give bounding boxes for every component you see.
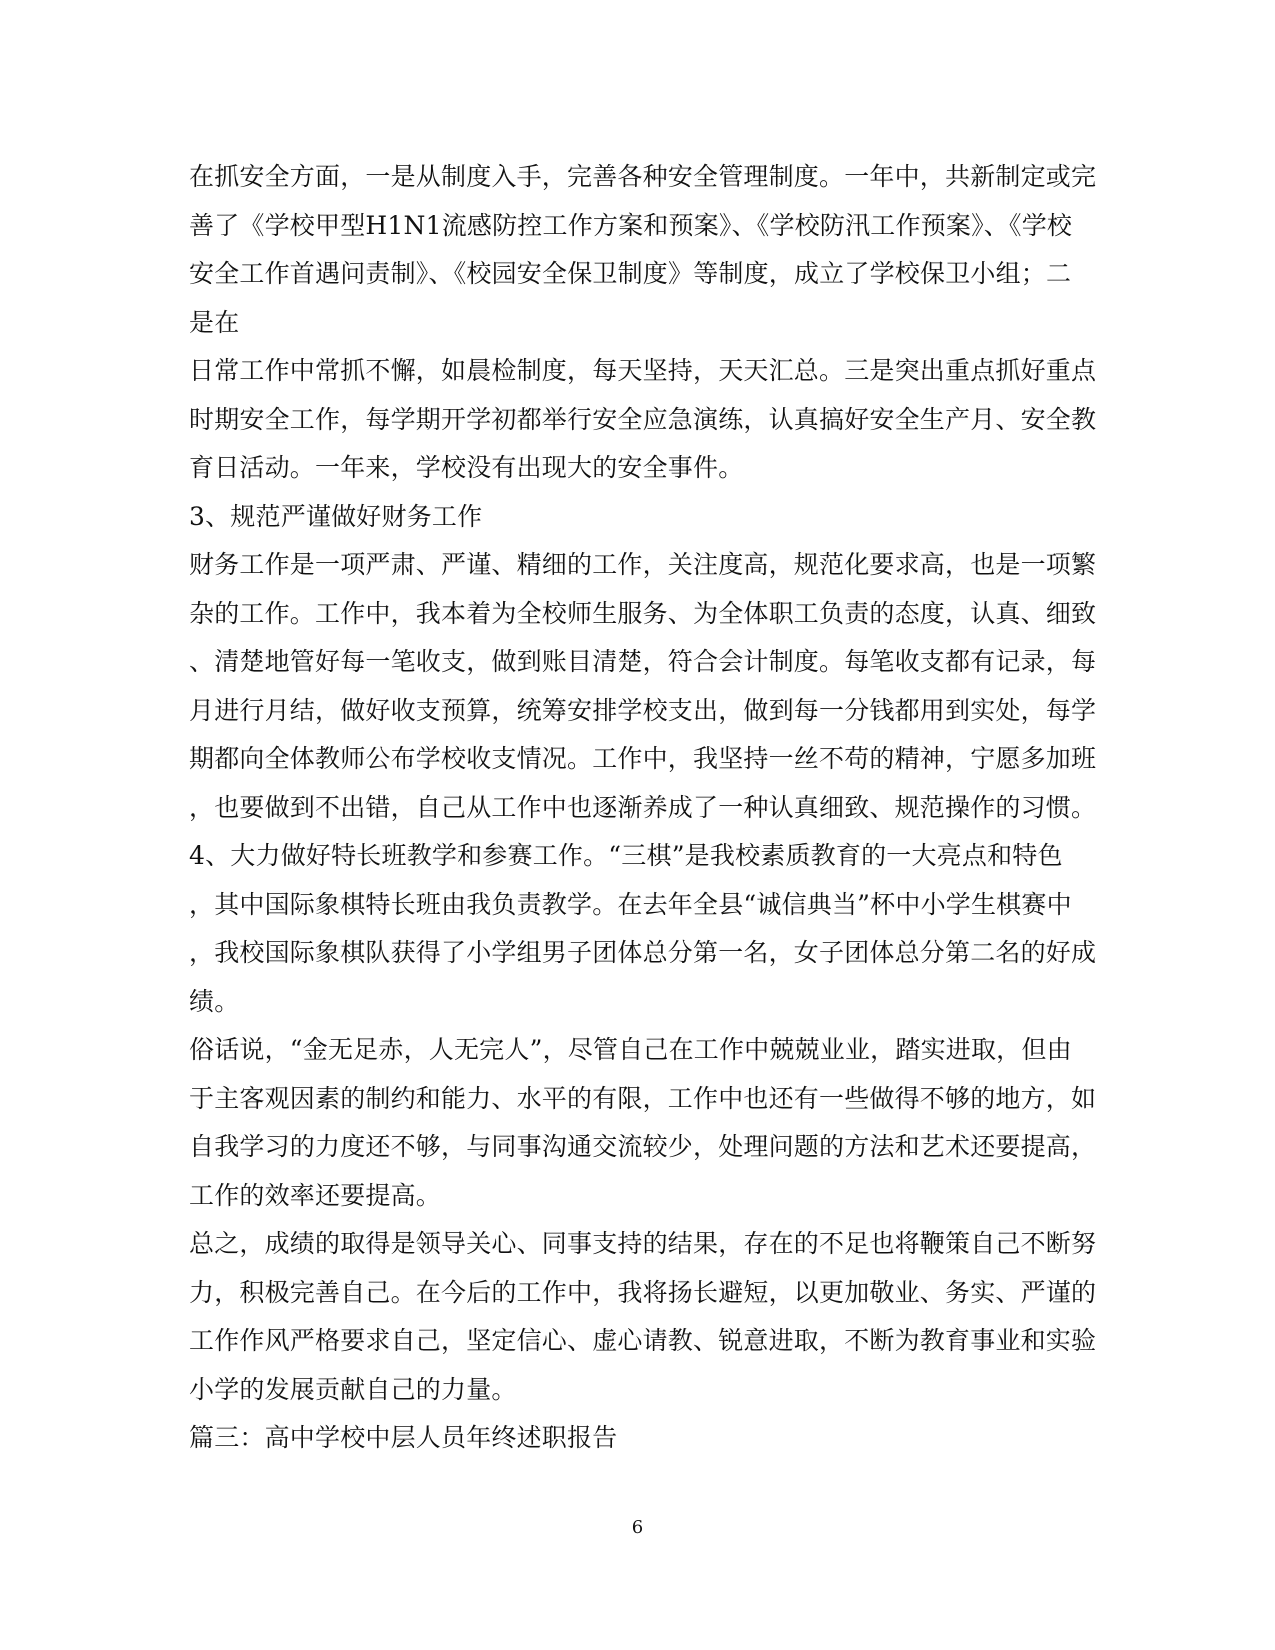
text-line: ，我校国际象棋队获得了小学组男子团体总分第一名，女子团体总分第二名的好成 — [189, 938, 1097, 967]
text-line: 期都向全体教师公布学校收支情况。工作中，我坚持一丝不苟的精神，宁愿多加班 — [189, 744, 1097, 773]
text-line: 善了《学校甲型H1N1流感防控工作方案和预案》、《学校防汛工作预案》、《学校 — [189, 210, 1073, 240]
text-line: 杂的工作。工作中，我本着为全校师生服务、为全体职工负责的态度，认真、细致 — [189, 598, 1097, 628]
text-line: 总之，成绩的取得是领导关心、同事支持的结果，存在的不足也将鞭策自己不断努 — [189, 1229, 1097, 1258]
text-line: 4、大力做好特长班教学和参赛工作。“三棋”是我校素质教育的一大亮点和特色 — [189, 841, 1063, 870]
text-line: 自我学习的力度还不够，与同事沟通交流较少，处理问题的方法和艺术还要提高， — [189, 1132, 1097, 1161]
page-number: 6 — [631, 1517, 644, 1538]
text-line: ，其中国际象棋特长班由我负责教学。在去年全县“诚信典当”杯中小学生棋赛中 — [189, 889, 1072, 919]
section-heading: 3、规范严谨做好财务工作 — [189, 501, 483, 531]
text-line: 工作作风严格要求自己，坚定信心、虚心请教、锐意进取，不断为教育事业和实验 — [189, 1326, 1097, 1355]
text-line: 在抓安全方面，一是从制度入手，完善各种安全管理制度。一年中，共新制定或完 — [189, 162, 1097, 191]
text-line: 安全工作首遇问责制》、《校园安全保卫制度》等制度，成立了学校保卫小组；二 — [189, 259, 1072, 288]
text-line: 绩。 — [189, 986, 240, 1016]
text-line: 力，积极完善自己。在今后的工作中，我将扬长避短，以更加敬业、务实、严谨的 — [189, 1277, 1097, 1307]
text-line: 、清楚地管好每一笔收支，做到账目清楚，符合会计制度。每笔收支都有记录，每 — [189, 647, 1097, 676]
text-line: 育日活动。一年来，学校没有出现大的安全事件。 — [189, 453, 744, 482]
text-line: 小学的发展贡献自己的力量。 — [189, 1374, 517, 1404]
text-line: 工作的效率还要提高。 — [189, 1180, 442, 1210]
text-line: 时期安全工作，每学期开学初都举行安全应急演练，认真搞好安全生产月、安全教 — [189, 404, 1097, 434]
text-line: 于主客观因素的制约和能力、水平的有限，工作中也还有一些做得不够的地方，如 — [189, 1083, 1097, 1113]
text-line: 俗话说，“金无足赤，人无完人”，尽管自己在工作中兢兢业业，踏实进取，但由 — [189, 1035, 1072, 1064]
text-line: 日常工作中常抓不懈，如晨检制度，每天坚持，天天汇总。三是突出重点抓好重点 — [189, 356, 1097, 385]
text-line: 月进行月结，做好收支预算，统筹安排学校支出，做到每一分钱都用到实处，每学 — [189, 695, 1097, 725]
text-line: 财务工作是一项严肃、严谨、精细的工作，关注度高，规范化要求高，也是一项繁 — [189, 550, 1097, 579]
text-line: ，也要做到不出错，自己从工作中也逐渐养成了一种认真细致、规范操作的习惯。 — [189, 792, 1097, 822]
text-line: 是在 — [189, 307, 240, 337]
document-body — [189, 153, 1097, 1463]
section-heading: 篇三：高中学校中层人员年终述职报告 — [189, 1423, 618, 1452]
